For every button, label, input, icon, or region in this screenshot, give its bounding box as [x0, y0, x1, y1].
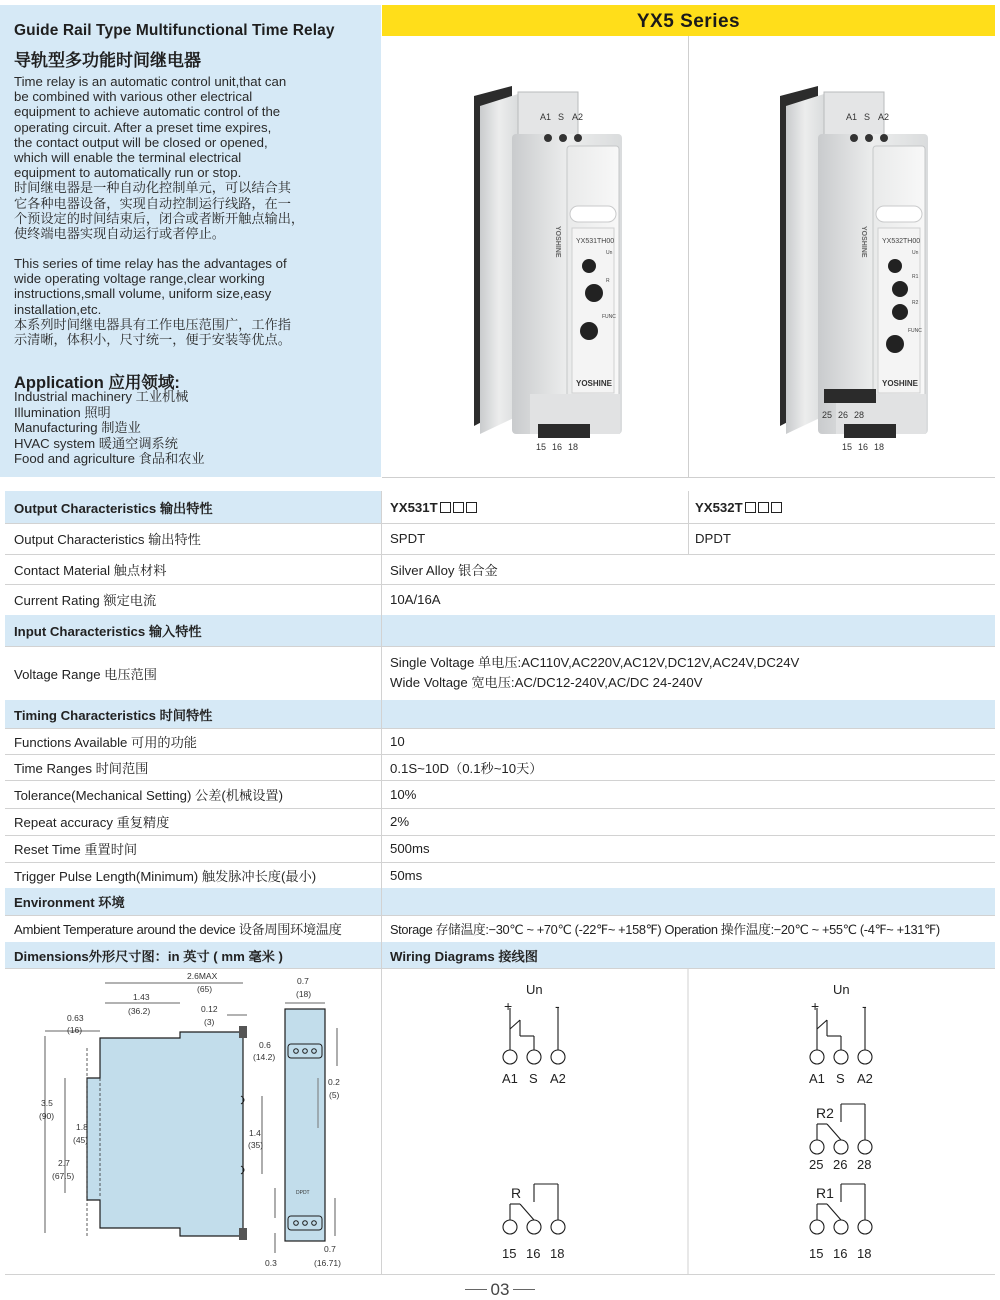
- contact-label: 25: [809, 1157, 824, 1172]
- application-item: Manufacturing 制造业: [14, 420, 141, 436]
- knob-un: [582, 259, 596, 273]
- text-line: instructions,small volume, uniform size,easy: [14, 286, 272, 302]
- bottom-divider: [381, 968, 382, 1274]
- spec-header-label: Output Characteristics 输出特性: [14, 500, 213, 516]
- text-line: 本系列时间继电器具有工作电压范围广，工作指: [14, 316, 291, 332]
- spec-label: Current Rating 额定电流: [14, 593, 157, 608]
- text-line: be combined with various other electrical: [14, 89, 253, 105]
- contact-label: 18: [857, 1246, 872, 1261]
- knob-label-func: FUNC: [602, 314, 616, 320]
- spec-row-tolerance: [5, 780, 995, 809]
- text-line: 示清晰，体积小，尺寸统一，便于安装等优点。: [14, 332, 291, 348]
- dimensions-panel: [5, 968, 381, 1274]
- spec-section-dims-wiring: [5, 942, 995, 969]
- spec-value: 0.1S~10D（0.1秒~10天）: [390, 760, 543, 776]
- spec-label: Repeat accuracy 重复精度: [14, 815, 170, 830]
- terminal-label: S: [529, 1071, 538, 1086]
- dimensions-drawing: [5, 968, 381, 1274]
- bottom-terminal-label: 16: [552, 442, 563, 452]
- dim-lower-height: 2.7: [58, 1158, 70, 1168]
- top-terminal-label: A2: [878, 112, 890, 122]
- dim-lower-height-mm: (67.5): [52, 1171, 75, 1181]
- spec-row-reset-time: [5, 835, 995, 863]
- spec-value: 10: [390, 733, 405, 749]
- spec-value: DPDT: [695, 531, 731, 546]
- column-divider: [381, 491, 382, 968]
- supply-minus: -: [862, 998, 867, 1014]
- spec-value: 10A/16A: [390, 592, 441, 607]
- dim-body-height: 1.8: [76, 1122, 88, 1132]
- spec-row-current-rating: [5, 584, 995, 616]
- product-model-label: YX531TH00: [576, 238, 615, 245]
- product-photo-yx532: [758, 86, 958, 466]
- knob-func: [580, 322, 598, 340]
- text-line: 时间继电器是一种自动化控制单元，可以结合其: [14, 180, 291, 196]
- terminal-screw: [850, 134, 858, 142]
- spec-value: 10%: [390, 786, 417, 802]
- spec-label: Reset Time 重置时间: [14, 842, 138, 857]
- brand-label: YOSHINE: [882, 379, 919, 388]
- bottom-rule: [5, 1274, 995, 1275]
- terminal-screw: [865, 134, 873, 142]
- spec-label: Trigger Pulse Length(Minimum) 触发脉冲长度(最小): [14, 868, 317, 884]
- side-top-mm: (14.2): [253, 1052, 276, 1062]
- voltage-wide: Wide Voltage 宽电压:AC/DC12-240V,AC/DC 24-240V: [390, 675, 703, 690]
- bottom-terminal-label: 18: [874, 442, 885, 452]
- spec-row-trigger-pulse: [5, 862, 995, 889]
- voltage-single: Single Voltage 单电压:AC110V,AC220V,AC12V,DC12V,AC24V,DC24V: [390, 655, 800, 670]
- model-yx532: [695, 491, 782, 523]
- application-item: Industrial machinery 工业机械: [14, 389, 189, 404]
- contact-label: 28: [857, 1157, 872, 1172]
- spec-row-repeat-accuracy: [5, 808, 995, 836]
- contact-label: 15: [809, 1246, 824, 1261]
- brand-label: YOSHINE: [576, 379, 613, 388]
- side-bottom-mm: (16.71): [314, 1258, 341, 1268]
- spec-row-ambient: [5, 915, 995, 943]
- rail-clip: [239, 1228, 247, 1240]
- terminal-label: A1: [809, 1071, 825, 1086]
- dim-rail-mm: (3): [204, 1017, 215, 1027]
- terminal-screw: [544, 134, 552, 142]
- knob-label-r1: R1: [912, 274, 919, 280]
- contact-label: 26: [833, 1157, 848, 1172]
- text-line: This series of time relay has the advantages of: [14, 256, 287, 271]
- relay-profile: [87, 1032, 243, 1236]
- application-item: Food and agriculture 食品和农业: [14, 451, 205, 467]
- spec-label: Functions Available 可用的功能: [14, 734, 197, 750]
- text-line: Time relay is an automatic control unit,that can: [14, 74, 287, 89]
- knob-label-un: Un: [606, 250, 613, 256]
- terminal-label: A2: [550, 1071, 566, 1086]
- page-number: [0, 1280, 1000, 1300]
- dim-mid-height-mm: (35): [248, 1140, 264, 1150]
- knob-label-un: Un: [912, 250, 919, 256]
- supply-minus: -: [555, 998, 560, 1014]
- side-gap: 0.2: [328, 1077, 340, 1087]
- text-line: wide operating voltage range,clear working: [14, 271, 265, 287]
- bottom-terminal-label: 15: [536, 442, 547, 452]
- text-line: installation,etc.: [14, 301, 102, 317]
- spec-label: Contact Material 触点材料: [14, 562, 167, 578]
- rail-clip: [239, 1026, 247, 1038]
- spec-row-voltage-range: [5, 646, 995, 701]
- text-line: equipment to achieve automatic control of the: [14, 104, 281, 120]
- spec-value: Silver Alloy 银合金: [390, 562, 498, 578]
- terminal-screw: [880, 134, 888, 142]
- wiring-diagrams: [382, 968, 995, 1274]
- text-line: which will enable the terminal electrical: [14, 150, 242, 166]
- relay-label: R: [511, 1185, 522, 1201]
- intro-paragraph-1: [14, 74, 374, 241]
- supply-plus: +: [811, 998, 820, 1014]
- wiring-panel: [382, 968, 995, 1274]
- spec-label: Time Ranges 时间范围: [14, 760, 149, 776]
- dim-total-width: 2.6MAX: [187, 971, 218, 981]
- product-photo-yx531: [452, 86, 652, 466]
- supply-label: Un: [526, 982, 543, 997]
- supply-label: Un: [833, 982, 850, 997]
- title-en: Guide Rail Type Multifunctional Time Relay: [14, 22, 335, 39]
- text-line: 个预设定的时间结束后，闭合或者断开触点输出，: [14, 210, 305, 226]
- spec-section-input: [5, 615, 995, 647]
- spec-value: 2%: [390, 814, 410, 829]
- dim-total-height-mm: (90): [39, 1111, 55, 1121]
- knob-r1: [892, 281, 908, 297]
- spec-label: Tolerance(Mechanical Setting) 公差(机械设置): [14, 787, 283, 803]
- dim-mid-width-mm: (36.2): [128, 1006, 151, 1016]
- section-label: Timing Characteristics 时间特性: [14, 707, 213, 723]
- side-edge: 0.3: [265, 1258, 277, 1268]
- text-line: 它各种电器设备，实现自动控制运行线路，在一: [14, 195, 291, 211]
- top-terminal-label: S: [864, 112, 871, 122]
- knob-r2: [892, 304, 908, 320]
- knob-func: [886, 335, 904, 353]
- dim-mid-width: 1.43: [133, 992, 150, 1002]
- spec-row-contact-material: [5, 554, 995, 585]
- application-list: [14, 389, 205, 467]
- top-terminal-label: S: [558, 112, 565, 122]
- model-name: YX531T: [390, 499, 438, 515]
- side-label: DPDT: [296, 1190, 310, 1196]
- brand-vertical: YOSHINE: [554, 226, 561, 258]
- brand-vertical: YOSHINE: [860, 226, 867, 258]
- spec-label: Output Characteristics 输出特性: [14, 532, 201, 547]
- intro-paragraph-2: [14, 256, 374, 347]
- spec-section-timing: [5, 700, 995, 729]
- dim-body-height-mm: (45): [73, 1135, 89, 1145]
- mid-terminal-label: 25: [822, 410, 833, 420]
- photo-divider: [688, 36, 689, 477]
- terminal-label: A1: [502, 1071, 518, 1086]
- terminal-screw: [574, 134, 582, 142]
- spec-row-functions: [5, 728, 995, 755]
- relay-label: R1: [816, 1185, 834, 1201]
- column-divider: [688, 491, 689, 554]
- side-gap-mm: (5): [329, 1090, 340, 1100]
- mid-terminal-label: 28: [854, 410, 865, 420]
- supply-plus: +: [504, 998, 513, 1014]
- text-line: equipment to automatically run or stop.: [14, 165, 242, 181]
- series-banner: [382, 5, 995, 36]
- terminal-screw: [559, 134, 567, 142]
- dim-total-height: 3.5: [41, 1098, 53, 1108]
- top-terminal-label: A1: [846, 112, 858, 122]
- series-title: YX5 Series: [636, 11, 741, 32]
- title-cn: 导轨型多功能时间继电器: [14, 51, 201, 70]
- dim-left-width-mm: (16): [67, 1025, 83, 1035]
- side-width-mm: (18): [296, 989, 312, 999]
- application-title: Application 应用领域:: [14, 374, 180, 392]
- spec-row-output: [5, 523, 995, 555]
- side-width: 0.7: [297, 976, 309, 986]
- text-line: operating circuit. After a preset time expires,: [14, 119, 272, 135]
- contact-label: 18: [550, 1246, 565, 1261]
- spec-value: Storage 存储温度:−30℃ ~ +70℃ (-22℉~ +158℉) Operation 操作温度:−20℃ ~ +55℃ (-4℉~ +131℉): [390, 922, 940, 937]
- knob-label-r2: R2: [912, 300, 919, 306]
- knob-label-func: FUNC: [908, 328, 922, 334]
- dim-mid-height: 1.4: [249, 1128, 261, 1138]
- spec-value: 500ms: [390, 841, 430, 856]
- application-item: Illumination 照明: [14, 404, 111, 420]
- spec-header-row: [5, 491, 995, 524]
- spec-row-time-ranges: [5, 754, 995, 781]
- terminal-label: A2: [857, 1071, 873, 1086]
- application-item: HVAC system 暖通空调系统: [14, 435, 178, 451]
- knob-label-r: R: [606, 278, 610, 284]
- text-line: the contact output will be closed or opened,: [14, 134, 268, 150]
- top-terminal-label: A2: [572, 112, 584, 122]
- wiring-head: Wiring Diagrams 接线图: [390, 948, 538, 964]
- text-line: 使终端电器实现自动运行或者停止。: [14, 226, 225, 242]
- spec-value: SPDT: [390, 531, 426, 546]
- product-model-label: YX532TH00: [882, 238, 921, 245]
- intro-panel: [0, 5, 381, 477]
- dim-left-width: 0.63: [67, 1013, 84, 1023]
- model-yx531: [390, 491, 477, 523]
- spec-value: [390, 646, 799, 700]
- relay-label: R2: [816, 1105, 834, 1121]
- dimensions-head: Dimensions外形尺寸图：in 英寸 ( mm 毫米 ): [14, 948, 283, 964]
- spec-value: 50ms: [390, 867, 423, 883]
- bottom-terminal-label: 15: [842, 442, 853, 452]
- page-number-text: 03: [490, 1280, 510, 1299]
- spec-label: Voltage Range 电压范围: [14, 666, 157, 682]
- side-top: 0.6: [259, 1040, 271, 1050]
- knob-un: [888, 259, 902, 273]
- dim-rail: 0.12: [201, 1004, 218, 1014]
- section-label: Input Characteristics 输入特性: [14, 624, 202, 639]
- terminal-label: S: [836, 1071, 845, 1086]
- mid-terminal-label: 26: [838, 410, 849, 420]
- bottom-terminal-label: 18: [568, 442, 579, 452]
- bottom-terminal-label: 16: [858, 442, 869, 452]
- contact-label: 16: [833, 1246, 848, 1261]
- top-terminal-label: A1: [540, 112, 552, 122]
- dim-total-width-mm: (65): [197, 984, 213, 994]
- spec-label: Ambient Temperature around the device 设备周围环境温度: [14, 922, 342, 937]
- contact-label: 16: [526, 1246, 541, 1261]
- section-label: Environment 环境: [14, 895, 125, 910]
- model-name: YX532T: [695, 499, 743, 515]
- side-bottom: 0.7: [324, 1244, 336, 1254]
- spec-section-environment: [5, 888, 995, 916]
- contact-label: 15: [502, 1246, 517, 1261]
- knob-r: [585, 284, 603, 302]
